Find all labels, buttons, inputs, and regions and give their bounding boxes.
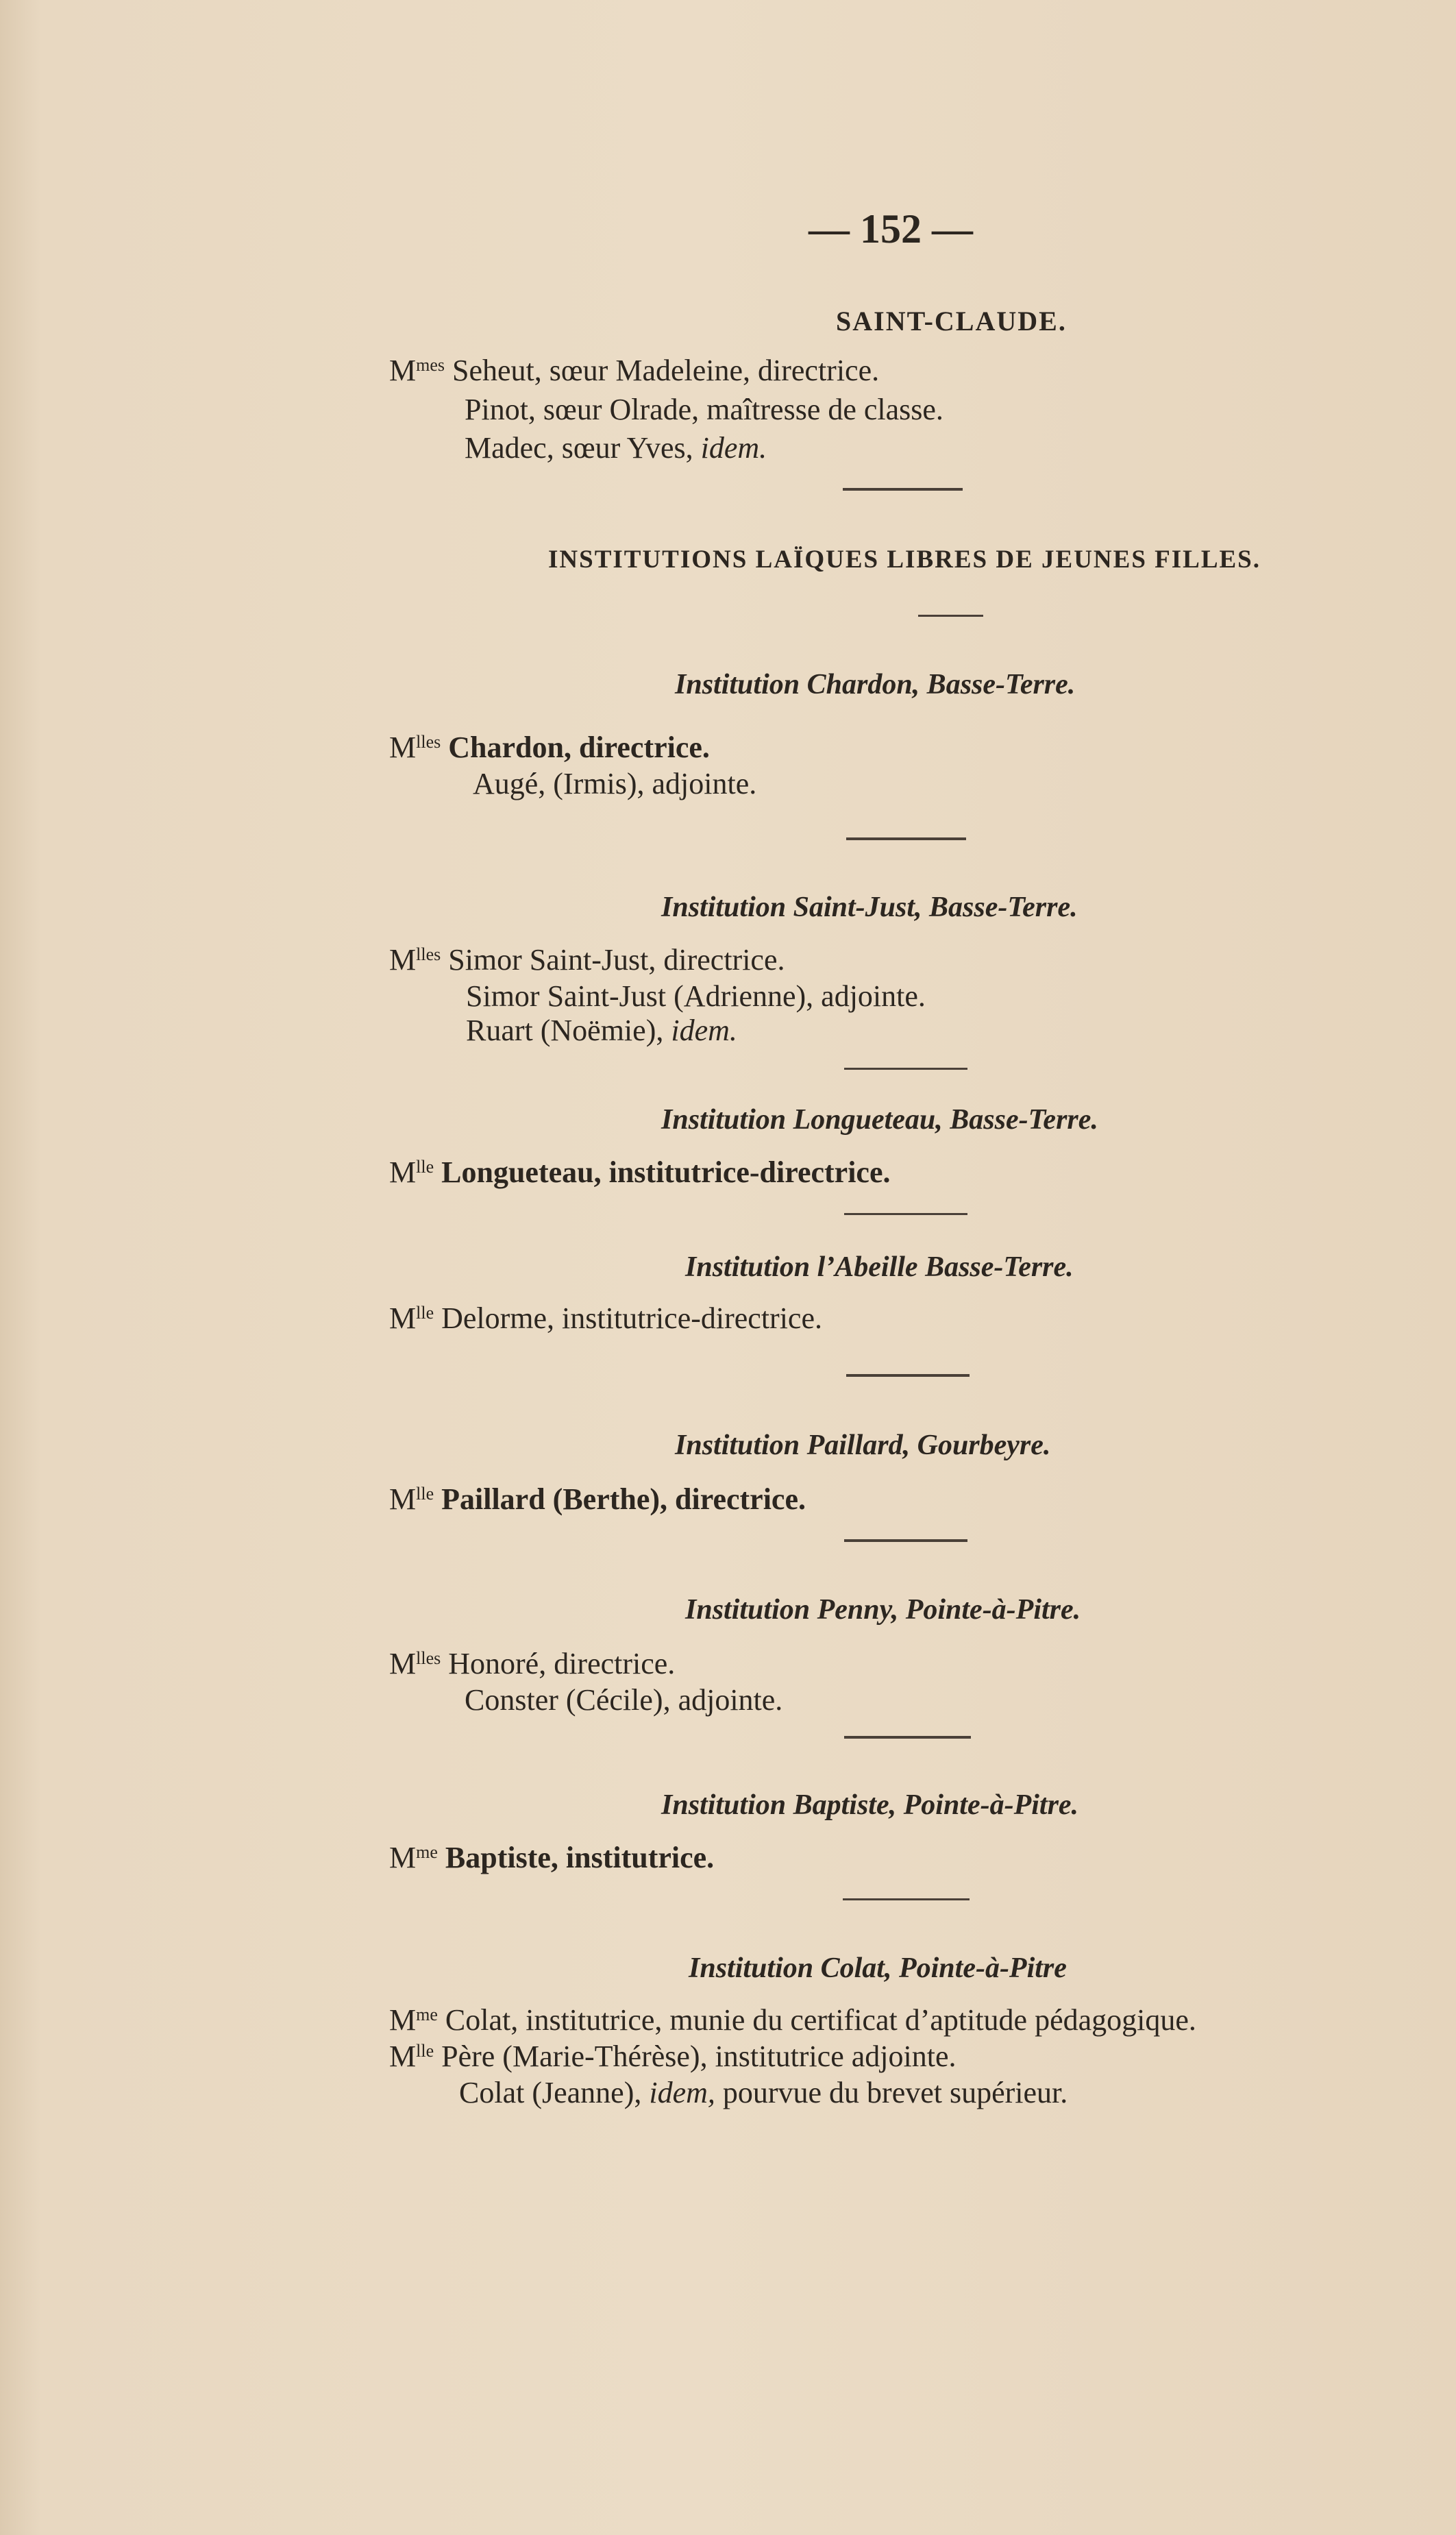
institution-chardon-title: Institution Chardon, Basse-Terre. [675, 669, 1076, 700]
entry-pinot: Pinot, sœur Olrade, maîtresse de classe. [465, 393, 943, 426]
institution-baptiste-title: Institution Baptiste, Pointe-à-Pitre. [661, 1789, 1079, 1821]
title-prefix: $M^{lles}$ [389, 943, 441, 977]
entry-delorme: $M^{lle}$ Delorme, institutrice-directrice. [389, 1301, 822, 1335]
entry-ruart: Ruart (Noëmie), idem. [466, 1014, 737, 1047]
divider [918, 615, 983, 617]
divider [846, 837, 966, 840]
entry-honore: $M^{lles}$ Honoré, directrice. [389, 1647, 676, 1680]
entry-longueteau: $M^{lle}$ Longueteau, institutrice-directrice. [389, 1155, 891, 1189]
section-heading-saint-claude: SAINT-CLAUDE. [836, 306, 1067, 336]
institution-penny-title: Institution Penny, Pointe-à-Pitre. [685, 1594, 1081, 1626]
institution-saint-just-title: Institution Saint-Just, Basse-Terre. [661, 892, 1078, 923]
divider [844, 1213, 967, 1215]
title-prefix: $M^{lle}$ [389, 1301, 434, 1335]
entry-madec: Madec, sœur Yves, idem. [465, 431, 767, 465]
entry-pere: $M^{lle}$ Père (Marie-Thérèse), institutrice adjointe. [389, 2040, 957, 2073]
title-prefix: $M^{lle}$ [389, 2040, 434, 2073]
entry-colat: $M^{me}$ Colat, institutrice, munie du certificat d’aptitude pédagogique. [389, 2003, 1196, 2037]
institution-longueteau-title: Institution Longueteau, Basse-Terre. [661, 1104, 1098, 1136]
entry-baptiste: $M^{me}$ Baptiste, institutrice. [389, 1841, 715, 1874]
title-prefix: $M^{lles}$ [389, 731, 441, 764]
divider [844, 1539, 967, 1542]
entry-simor-adrienne: Simor Saint-Just (Adrienne), adjointe. [466, 979, 926, 1013]
entry-simor: $M^{lles}$ Simor Saint-Just, directrice. [389, 943, 785, 977]
institution-paillard-title: Institution Paillard, Gourbeyre. [675, 1430, 1051, 1461]
entry-paillard: $M^{lle}$ Paillard (Berthe), directrice. [389, 1482, 806, 1516]
title-prefix: $M^{mes}$ [389, 354, 445, 387]
title-prefix: $M^{lle}$ [389, 1482, 434, 1516]
title-prefix: $M^{me}$ [389, 2003, 438, 2037]
divider [844, 1736, 971, 1739]
divider [843, 1898, 970, 1900]
title-prefix: $M^{lles}$ [389, 1647, 441, 1680]
entry-seheut: $M^{mes}$ Seheut, sœur Madeleine, directrice. [389, 354, 880, 387]
institution-abeille-title: Institution l’Abeille Basse-Terre. [685, 1251, 1074, 1283]
institution-colat-title: Institution Colat, Pointe-à-Pitre [689, 1952, 1067, 1984]
title-prefix: $M^{me}$ [389, 1841, 438, 1874]
entry-auge: Augé, (Irmis), adjointe. [473, 767, 757, 800]
entry-conster: Conster (Cécile), adjointe. [465, 1683, 783, 1717]
page-number: — 152 — [809, 206, 973, 252]
entry-colat-jeanne: Colat (Jeanne), idem, pourvue du brevet supérieur. [459, 2076, 1068, 2109]
entry-chardon: $M^{lles}$ Chardon, directrice. [389, 731, 710, 764]
section-title: INSTITUTIONS LAÏQUES LIBRES DE JEUNES FILLES. [548, 546, 1261, 574]
title-prefix: $M^{lle}$ [389, 1155, 434, 1189]
divider [846, 1374, 970, 1377]
divider [843, 488, 963, 491]
divider [844, 1068, 967, 1070]
